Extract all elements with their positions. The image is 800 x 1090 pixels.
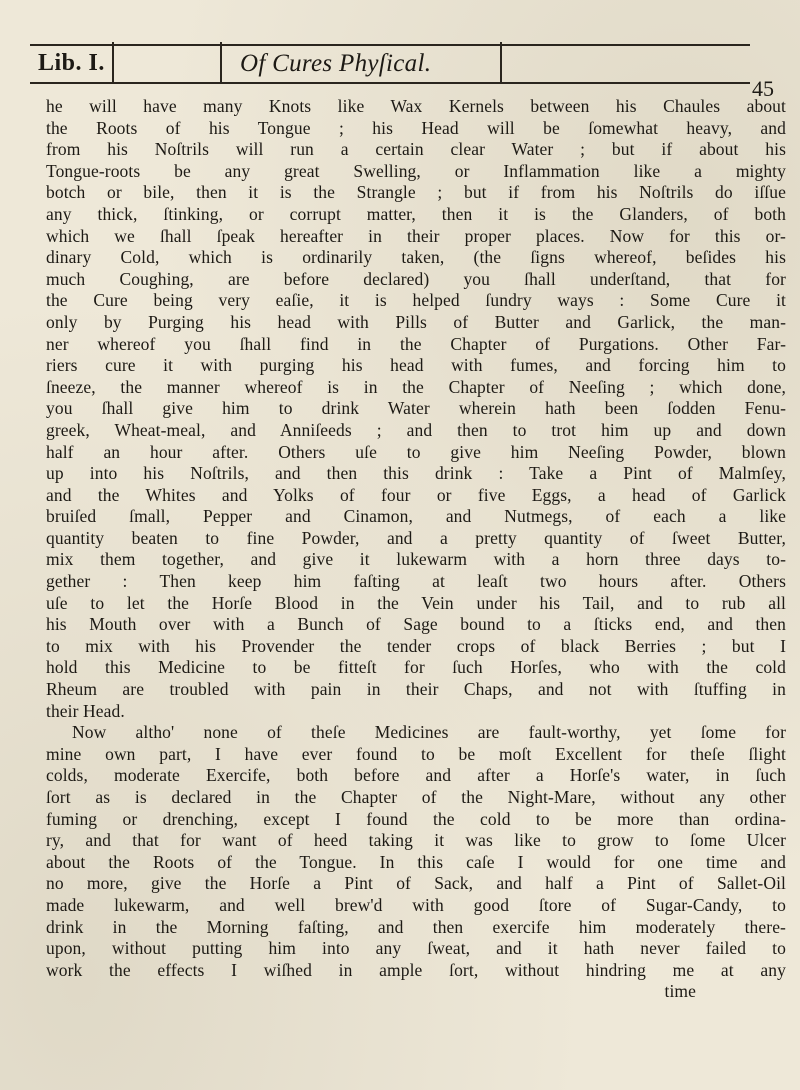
text-line: ry, and that for want of heed taking it was like to grow to ſome Ulcer [46,830,786,851]
text-line: ſort as is declared in the Chapter of the Night-Mare, without any other [46,787,786,807]
text-line: mine own part, I have ever found to be moſt Excellent for theſe ſlight [46,743,786,764]
text-line: made lukewarm, and well brew'd with good ſtore of Sugar-Candy, to [46,894,786,915]
text-line: botch or bile, then it is the Strangle ; but if from his Noſtrils do iſſue [46,182,786,203]
text-line: up into his Noſtrils, and then this drink : Take a Pint of Malmſey, [46,463,786,484]
text-line: the Cure being very eaſie, it is helped ſundry ways : Some Cure it [46,290,786,311]
text-line: drink in the Morning faſting, and then exercife him moderately there- [46,916,786,937]
text-line: about the Roots of the Tongue. In this caſe I would for one time and [46,851,786,872]
text-line: colds, moderate Exercife, both before and after a Horſe's water, in ſuch [46,765,786,786]
text-line: upon, without putting him into any ſweat, and it hath never failed to [46,938,786,959]
header-rule-bottom [30,82,750,84]
text-line: uſe to let the Horſe Blood in the Vein under his Tail, and to rub all [46,592,786,613]
text-line: Tongue-roots be any great Swelling, or Inflammation like a mighty [46,160,786,181]
text-line: fuming or drenching, except I found the cold to be more than ordina- [46,808,786,829]
text-line: riers cure it with purging his head with fumes, and forcing him to [46,355,786,376]
text-line: hold this Medicine to be fitteſt for ſuch Horſes, who with the cold [46,657,786,678]
header-divider [500,42,502,82]
text-line: from his Noſtrils will run a certain clear Water ; but if about his [46,139,786,160]
text-line: his Mouth over with a Bunch of Sage bound to a ſticks end, and then [46,614,786,635]
text-line: their Head. [46,700,125,721]
text-line: no more, give the Horſe a Pint of Sack, and half a Pint of Sallet-Oil [46,873,786,894]
chapter-title: Of Cures Phyſical. [240,50,432,77]
text-line: only by Purging his head with Pills of Butter and Garlick, the man- [46,311,786,332]
text-line: half an hour after. Others uſe to give him Neeſing Powder, blown [46,441,786,462]
text-line: ſneeze, the manner whereof is in the Chapter of Neeſing ; which done, [46,376,786,397]
text-line: mix them together, and give it lukewarm with a horn three days to- [46,549,786,570]
text-line: Rheum are troubled with pain in their Chaps, and not with ſtuffing in [46,679,786,700]
header-rule-top [30,44,750,46]
header-divider [220,42,222,82]
text-line: you ſhall give him to drink Water wherein hath been ſodden Fenu- [46,398,786,419]
text-line: dinary Cold, which is ordinarily taken, (the ſigns whereof, beſides his [46,247,786,268]
header-divider [112,42,114,82]
text-line: which we ſhall ſpeak hereafter in their proper places. Now for this or- [46,225,786,246]
book-number: Lib. I. [38,50,105,76]
body-text [46,96,786,1003]
text-line: gether : Then keep him faſting at leaſt two hours after. Others [46,571,786,592]
text-line: work the effects I wiſhed in ample ſort, without hindring me at any [46,959,786,980]
text-line: much Coughing, are before declared) you ſhall underſtand, that for [46,268,786,289]
text-line: the Roots of his Tongue ; his Head will be ſomewhat heavy, and [46,117,786,138]
text-line: quantity beaten to fine Powder, and a pretty quantity of ſweet Butter, [46,527,786,548]
running-header [30,44,782,84]
catchword: time [664,981,696,1002]
text-line: Now altho' none of theſe Medicines are fault-worthy, yet ſome for [72,722,786,743]
text-line: he will have many Knots like Wax Kernels between his Chaules about [46,96,786,116]
text-line: bruiſed ſmall, Pepper and Cinamon, and Nutmegs, of each a like [46,506,786,527]
page-number: 45 [752,76,774,101]
text-line: greek, Wheat-meal, and Anniſeeds ; and then to trot him up and down [46,419,786,440]
text-line: any thick, ſtinking, or corrupt matter, then it is the Glanders, of both [46,203,786,224]
text-line: ner whereof you ſhall find in the Chapter of Purgations. Other Far- [46,333,786,354]
text-line: to mix with his Provender the tender crops of black Berries ; but I [46,635,786,656]
text-line: and the Whites and Yolks of four or five Eggs, a head of Garlick [46,484,786,505]
